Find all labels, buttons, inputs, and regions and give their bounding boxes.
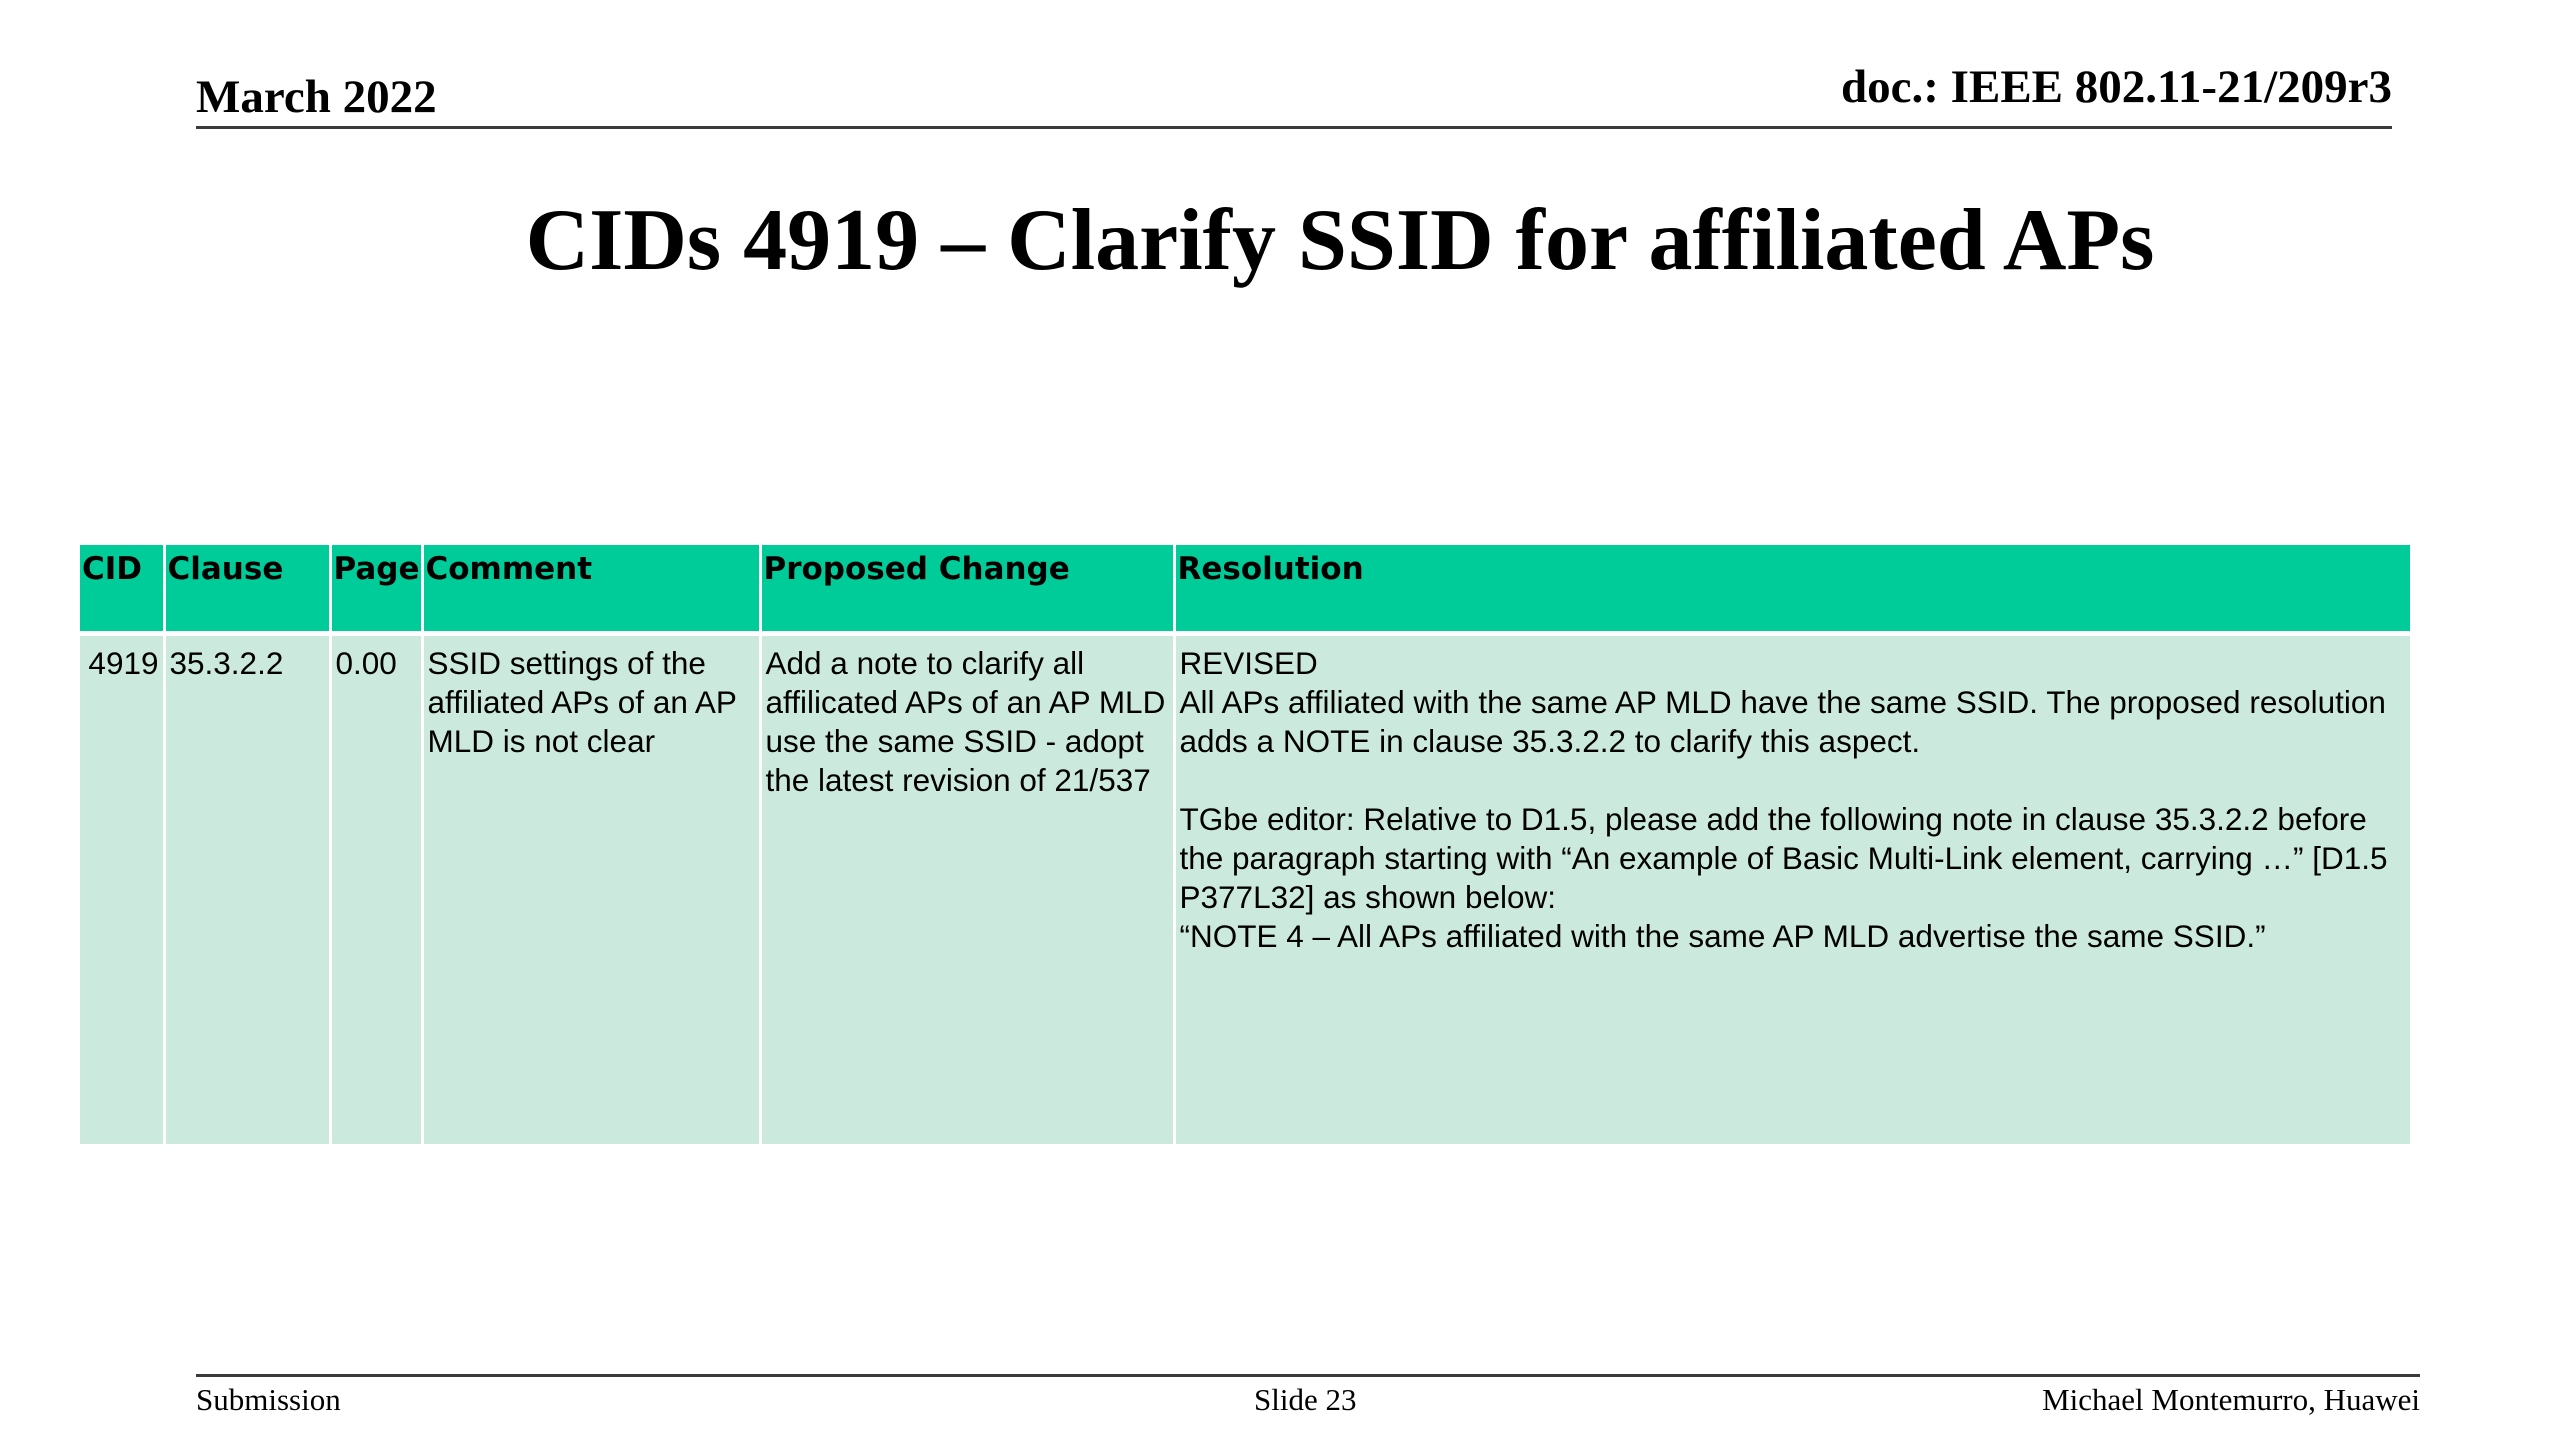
footer-rule — [196, 1374, 2420, 1377]
comment-resolution-table — [80, 545, 2410, 1144]
footer-submission: Submission — [196, 1382, 341, 1417]
cell-cid: 4919 — [80, 634, 164, 1145]
cell-resolution: REVISED All APs affiliated with the same AP MLD have the same SSID. The proposed resolution adds a NOTE in clause 35.3.2.2 to clarify this aspect. TGbe editor: Relative to D1.5, please add the following note in clause 35.3.2.2 before the paragraph starting with “An example of Basic Multi-Link element, carrying …” [D1.5 P377L32] as shown below: “NOTE 4 – All APs affiliated with the same AP MLD advertise the same SSID.” — [1174, 634, 2410, 1145]
footer-slide-number: Slide 23 — [1254, 1382, 1357, 1417]
cell-page: 0.00 — [330, 634, 422, 1145]
column-header-cid: CID — [80, 545, 164, 634]
header-rule — [196, 126, 2392, 129]
cell-clause: 35.3.2.2 — [164, 634, 330, 1145]
table-header-row — [80, 545, 2410, 634]
header-doc-id: doc.: IEEE 802.11-21/209r3 — [1841, 61, 2392, 113]
table-row — [80, 634, 2410, 1145]
column-header-proposed-change: Proposed Change — [760, 545, 1174, 634]
cell-proposed-change: Add a note to clarify all affilicated APs of an AP MLD use the same SSID - adopt the latest revision of 21/537 — [760, 634, 1174, 1145]
slide-title: CIDs 4919 – Clarify SSID for affiliated APs — [525, 192, 2155, 289]
cell-comment: SSID settings of the affiliated APs of an AP MLD is not clear — [422, 634, 760, 1145]
header-date: March 2022 — [196, 71, 437, 123]
column-header-comment: Comment — [422, 545, 760, 634]
footer-author: Michael Montemurro, Huawei — [2042, 1382, 2420, 1417]
column-header-resolution: Resolution — [1174, 545, 2410, 634]
column-header-page: Page — [330, 545, 422, 634]
column-header-clause: Clause — [164, 545, 330, 634]
